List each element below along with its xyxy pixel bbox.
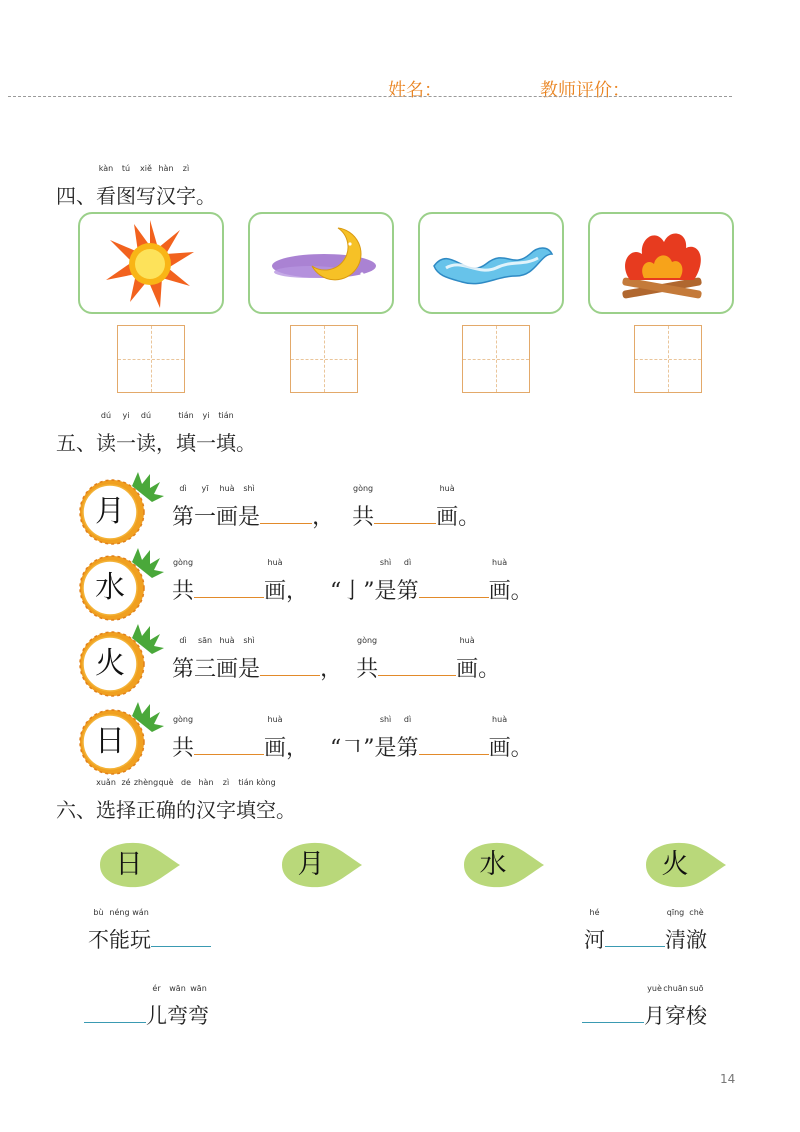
section4-title-end: 。 [196, 184, 216, 208]
comma: ， [286, 736, 309, 761]
option-leaf-ri[interactable] [94, 838, 184, 892]
ruby-char: dì 第 [172, 484, 195, 530]
answer-blank[interactable] [260, 523, 312, 524]
question-line-2 [172, 558, 533, 605]
pineapple-badge-1 [76, 468, 166, 550]
ruby-char: tián 填 [216, 411, 236, 455]
fire-icon [590, 214, 732, 312]
comma: ， [320, 657, 343, 682]
teacher-evaluation-label: 教师评价： [540, 80, 630, 101]
ruby-char: dì 第 [396, 715, 419, 761]
water-icon [420, 214, 562, 312]
ruby-char: kàn 看 [96, 164, 116, 208]
ruby-char: dì 第 [396, 558, 419, 604]
ruby-char: ， [156, 431, 176, 455]
fill-item-3 [84, 984, 209, 1030]
ruby-char: huà 画 [436, 484, 459, 530]
ruby-char: shì 是 [238, 484, 261, 530]
period: 。 [510, 579, 533, 604]
ruby-char: de 的 [176, 778, 196, 822]
option-leaf-yue[interactable] [276, 838, 366, 892]
ruby-char: yi 一 [196, 411, 216, 455]
ruby-char: huà 画 [216, 636, 239, 682]
question-character: 火 [95, 646, 125, 681]
answer-blank[interactable] [194, 754, 264, 755]
ruby-char: tián 填 [236, 778, 256, 822]
fill-item-4 [582, 984, 707, 1030]
writing-grid-3[interactable] [462, 325, 530, 393]
writing-grid-1[interactable] [117, 325, 185, 393]
section6-number: 六、 [56, 798, 96, 822]
ruby-char: shì 是 [374, 715, 397, 761]
moon-icon [250, 214, 392, 312]
ruby-char: bù 不 [88, 908, 109, 952]
section6-title [56, 778, 296, 823]
ruby-char: sān 三 [194, 636, 217, 682]
ruby-char: huà 画 [456, 636, 479, 682]
ruby-char: chuān 穿 [663, 984, 688, 1028]
ruby-char: huà 画 [488, 558, 511, 604]
worksheet-header [0, 72, 800, 102]
ruby-char: dì 第 [172, 636, 195, 682]
picture-card-moon [248, 212, 394, 314]
ruby-char: kòng 空 [256, 778, 276, 822]
ruby-char: wán 玩 [130, 908, 151, 952]
pineapple-badge-2 [76, 544, 166, 626]
option-character: 火 [661, 849, 689, 880]
option-character: 水 [479, 849, 507, 880]
answer-blank[interactable] [194, 597, 264, 598]
name-label: 姓名： [388, 80, 442, 101]
writing-grid-4[interactable] [634, 325, 702, 393]
answer-blank[interactable] [582, 1022, 644, 1023]
section6-title-chars [96, 778, 276, 822]
section5-number: 五、 [56, 431, 96, 455]
question-line-3 [172, 636, 501, 683]
ruby-char: xuǎn 选 [96, 778, 116, 822]
section5-title-end: 。 [236, 431, 256, 455]
section5-title-chars [96, 411, 236, 455]
section6-title-end: 。 [276, 798, 296, 822]
ruby-char: gòng 共 [356, 636, 379, 682]
stroke-symbol: “亅” [330, 579, 375, 604]
ruby-char: dú 读 [136, 411, 156, 455]
answer-blank[interactable] [260, 675, 320, 676]
section5-title [56, 411, 256, 456]
ruby-char: zhèng 正 [133, 778, 159, 822]
ruby-char: huà 画 [264, 558, 287, 604]
ruby-char: tián 填 [176, 411, 196, 455]
ruby-char: yuè 月 [644, 984, 665, 1028]
period: 。 [510, 736, 533, 761]
ruby-char: néng 能 [109, 908, 130, 952]
sun-icon [80, 214, 222, 312]
writing-grid-2[interactable] [290, 325, 358, 393]
ruby-char: huà 画 [488, 715, 511, 761]
question-character: 日 [95, 724, 125, 759]
comma: ， [286, 579, 309, 604]
answer-blank[interactable] [374, 523, 436, 524]
ruby-char: zì 字 [176, 164, 196, 208]
option-character: 月 [297, 849, 325, 880]
fill-item-1 [88, 908, 211, 954]
picture-card-water [418, 212, 564, 314]
page-number: 14 [720, 1072, 736, 1086]
section4-number: 四、 [56, 184, 96, 208]
ruby-char: huà 画 [264, 715, 287, 761]
ruby-char: tú 图 [116, 164, 136, 208]
option-leaf-huo[interactable] [640, 838, 730, 892]
section4-title-chars [96, 164, 196, 208]
ruby-char: huà 画 [216, 484, 239, 530]
question-character: 月 [95, 494, 125, 529]
ruby-char: gòng 共 [172, 715, 195, 761]
ruby-char: chè 澈 [686, 908, 707, 952]
option-leaf-shui[interactable] [458, 838, 548, 892]
ruby-char: yi 一 [116, 411, 136, 455]
pineapple-badge-4 [76, 698, 166, 780]
fill-item-2 [584, 908, 707, 954]
ruby-char: zé 择 [116, 778, 136, 822]
ruby-char: xiě 写 [136, 164, 156, 208]
answer-blank[interactable] [378, 675, 456, 676]
ruby-char: shì 是 [238, 636, 261, 682]
ruby-char: zì 字 [216, 778, 236, 822]
answer-blank[interactable] [419, 597, 489, 598]
question-line-1 [172, 484, 481, 531]
period: 。 [478, 657, 501, 682]
ruby-char: ér 儿 [146, 984, 167, 1028]
ruby-char: yī 一 [194, 484, 217, 530]
ruby-char: què 确 [156, 778, 176, 822]
ruby-char: hàn 汉 [156, 164, 176, 208]
ruby-char: qīng 清 [665, 908, 686, 952]
section4-title [56, 164, 216, 209]
option-character: 日 [115, 849, 143, 880]
answer-blank[interactable] [151, 946, 211, 947]
answer-blank[interactable] [605, 946, 665, 947]
ruby-char: hàn 汉 [196, 778, 216, 822]
ruby-char: gòng 共 [352, 484, 375, 530]
answer-blank[interactable] [419, 754, 489, 755]
ruby-char: wān 弯 [167, 984, 188, 1028]
question-line-4 [172, 715, 533, 762]
comma: ， [312, 505, 335, 530]
question-character: 水 [95, 570, 125, 605]
pineapple-badge-3 [76, 620, 166, 702]
ruby-char: dú 读 [96, 411, 116, 455]
ruby-char: gòng 共 [172, 558, 195, 604]
period: 。 [458, 505, 481, 530]
header-divider [8, 96, 732, 97]
picture-card-fire [588, 212, 734, 314]
ruby-char: hé 河 [584, 908, 605, 952]
ruby-char: wān 弯 [188, 984, 209, 1028]
ruby-char: suō 梭 [686, 984, 707, 1028]
ruby-char: shì 是 [374, 558, 397, 604]
answer-blank[interactable] [84, 1022, 146, 1023]
stroke-symbol: “𠃍” [330, 736, 375, 761]
picture-card-sun [78, 212, 224, 314]
